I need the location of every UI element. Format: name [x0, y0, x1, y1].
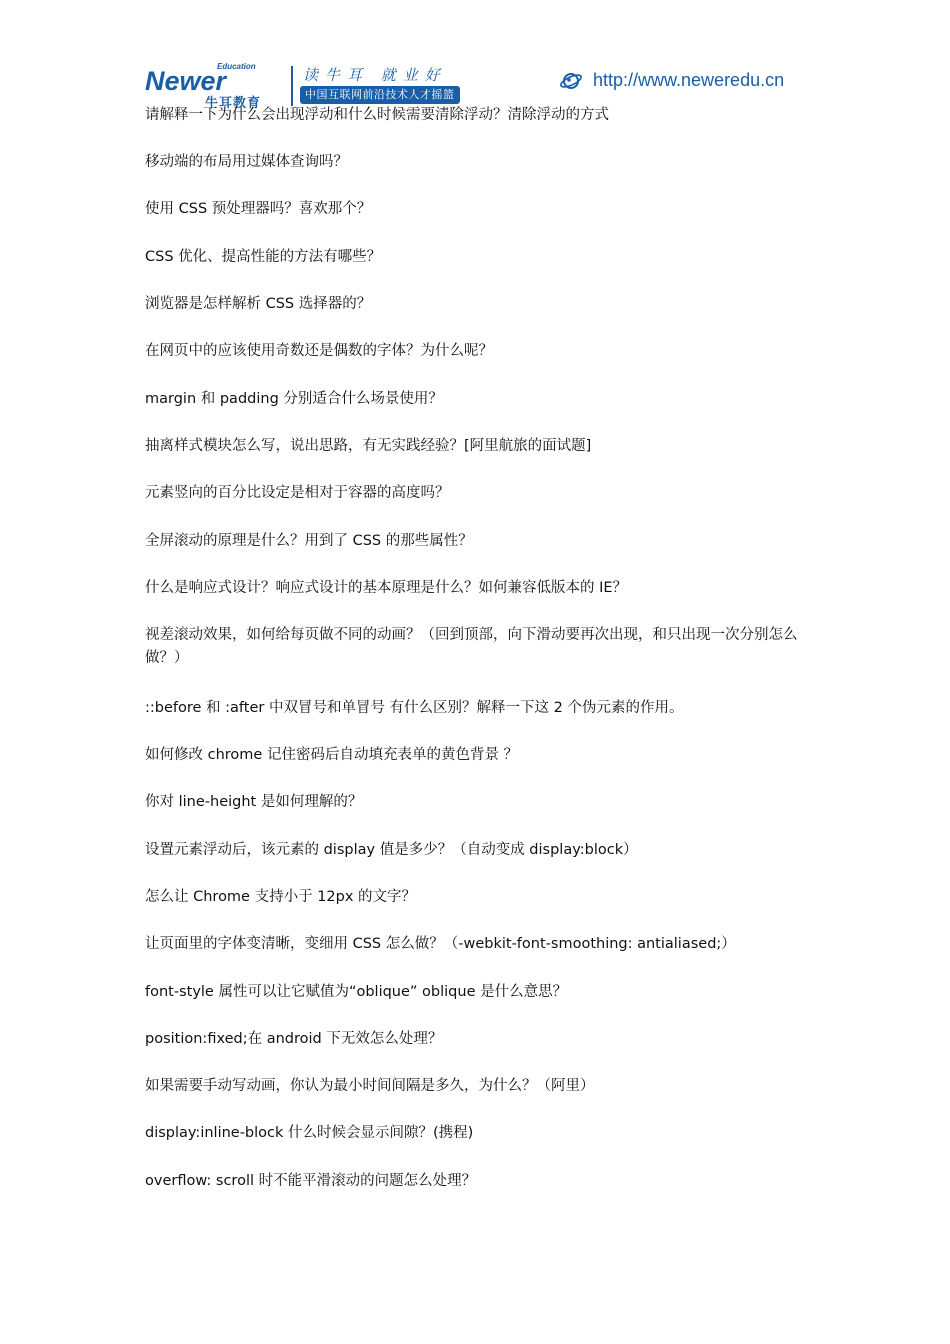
question-item: overflow: scroll 时不能平滑滚动的问题怎么处理？ [145, 1173, 477, 1189]
question-item: ::before 和 :after 中双冒号和单冒号 有什么区别？解释一下这 2 个伪元素的作用。 [145, 700, 684, 716]
question-item: 移动端的布局用过媒体查询吗？ [145, 154, 348, 170]
question-item: 如果需要手动写动画，你认为最小时间间隔是多久，为什么？（阿里） [145, 1078, 595, 1094]
question-item: 全屏滚动的原理是什么？用到了 CSS 的那些属性？ [145, 533, 473, 549]
question-item: 如何修改 chrome 记住密码后自动填充表单的黄色背景 ？ [145, 747, 519, 763]
question-item: position:fixed;在 android 下无效怎么处理？ [145, 1031, 443, 1047]
question-item: 抽离样式模块怎么写，说出思路，有无实践经验？[阿里航旅的面试题] [145, 438, 592, 454]
question-item: 你对 line-height 是如何理解的？ [145, 794, 363, 810]
header-slogan: 读牛耳 就业好 [303, 66, 447, 84]
question-item: CSS 优化、提高性能的方法有哪些？ [145, 249, 382, 265]
question-item: font-style 属性可以让它赋值为“oblique” oblique 是什么意思？ [145, 984, 568, 1000]
question-item: 浏览器是怎样解析 CSS 选择器的？ [145, 296, 372, 312]
question-item: 怎么让 Chrome 支持小于 12px 的文字？ [145, 889, 417, 905]
logo-chinese-text: 牛耳教育 [205, 96, 262, 111]
question-item: 设置元素浮动后，该元素的 display 值是多少？（自动变成 display:block） [145, 842, 638, 858]
question-item: 在网页中的应该使用奇数还是偶数的字体？为什么呢？ [145, 343, 493, 359]
question-item: 什么是响应式设计？响应式设计的基本原理是什么？如何兼容低版本的 IE？ [145, 580, 628, 596]
question-item: 视差滚动效果，如何给每页做不同的动画？（回到顶部，向下滑动要再次出现，和只出现一次分别怎么做？） [145, 627, 798, 666]
question-item: 让页面里的字体变清晰，变细用 CSS 怎么做？（-webkit-font-smoothing: antialiased;） [145, 936, 736, 952]
logo-education-text: Education [217, 62, 256, 71]
question-item: 元素竖向的百分比设定是相对于容器的高度吗？ [145, 485, 450, 501]
newer-logo [145, 62, 295, 111]
header-tagline: 中国互联网前沿技术人才摇篮 [300, 86, 460, 104]
question-item: display:inline-block 什么时候会显示间隙？(携程) [145, 1125, 474, 1141]
question-item: margin 和 padding 分别适合什么场景使用？ [145, 391, 443, 407]
header-url: http://www.neweredu.cn [593, 70, 785, 90]
question-item: 请解释一下为什么会出现浮动和什么时候需要清除浮动？清除浮动的方式 [145, 107, 609, 123]
logo-brand-text: Newer [145, 66, 227, 96]
question-item: 使用 CSS 预处理器吗？喜欢那个？ [145, 201, 372, 217]
page-header [0, 0, 950, 110]
header-divider [291, 66, 293, 106]
globe-icon [560, 70, 582, 92]
